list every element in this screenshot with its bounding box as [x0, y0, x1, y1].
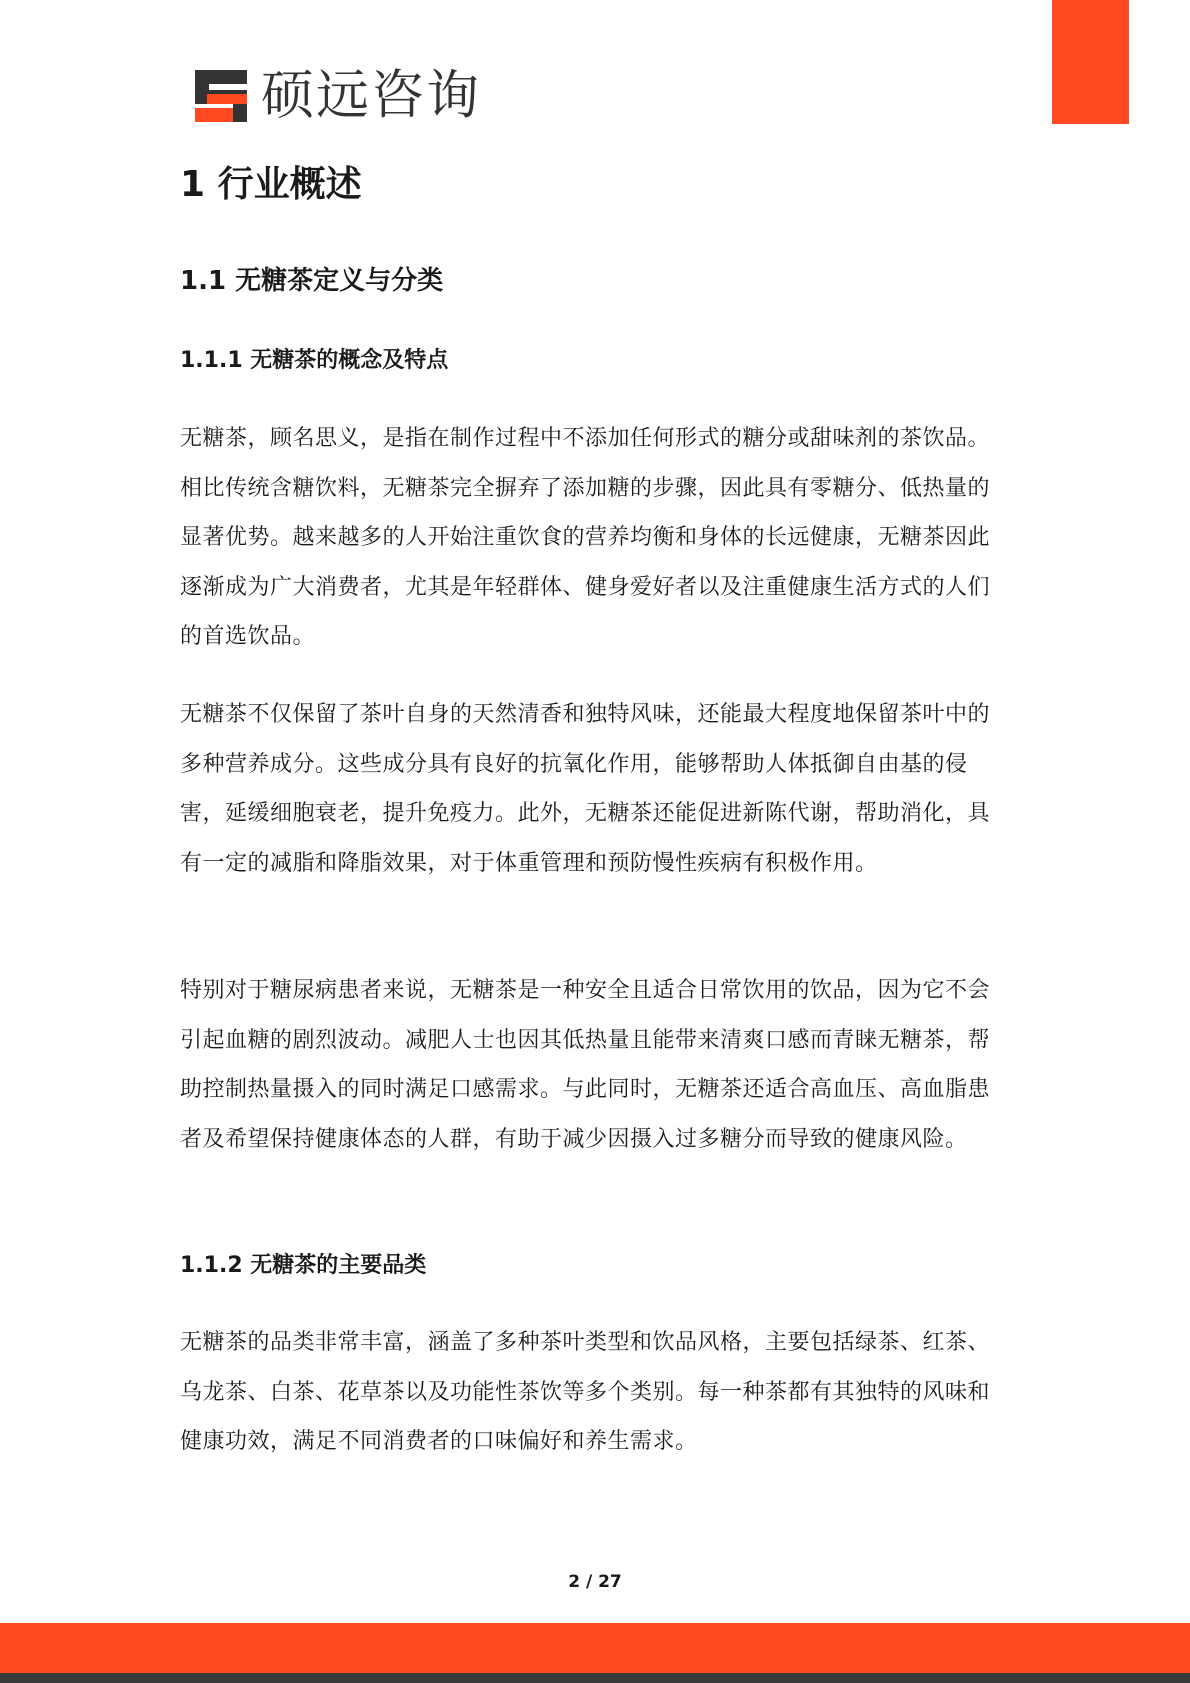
section-heading: 1.1 无糖茶定义与分类: [180, 266, 444, 296]
logo-mark-icon: [193, 68, 249, 124]
subsection-heading: 1.1.2 无糖茶的主要品类: [180, 1253, 427, 1278]
brand-name: 硕远咨询: [261, 65, 481, 126]
paragraph: 无糖茶，顾名思义，是指在制作过程中不添加任何形式的糖分或甜味剂的茶饮品。相比传统含糖饮料，无糖茶完全摒弃了添加糖的步骤，因此具有零糖分、低热量的显著优势。越来越多的人开始注重饮食的营养均衡和身体的长远健康，无糖茶因此逐渐成为广大消费者，尤其是年轻群体、健身爱好者以及注重健康生活方式的人们的首选饮品。: [180, 426, 991, 649]
paragraph: 特别对于糖尿病患者来说，无糖茶是一种安全且适合日常饮用的饮品，因为它不会引起血糖的剧烈波动。减肥人士也因其低热量且能带来清爽口感而青睐无糖茶，帮助控制热量摄入的同时满足口感需求。与此同时，无糖茶还适合高血压、高血脂患者及希望保持健康体态的人群，有助于减少因摄入过多糖分而导致的健康风险。: [180, 978, 991, 1152]
brand-logo: [193, 66, 481, 126]
paragraph: 无糖茶的品类非常丰富，涵盖了多种茶叶类型和饮品风格，主要包括绿茶、红茶、乌龙茶、白茶、花草茶以及功能性茶饮等多个类别。每一种茶都有其独特的风味和健康功效，满足不同消费者的口味偏好和养生需求。: [180, 1330, 991, 1454]
footer-dark-strip: [0, 1673, 1190, 1683]
corner-accent-bar: [1052, 0, 1129, 124]
paragraph: 无糖茶不仅保留了茶叶自身的天然清香和独特风味，还能最大程度地保留茶叶中的多种营养成分。这些成分具有良好的抗氧化作用，能够帮助人体抵御自由基的侵害，延缓细胞衰老，提升免疫力。此外，无糖茶还能促进新陈代谢，帮助消化，具有一定的减脂和降脂效果，对于体重管理和预防慢性疾病有积极作用。: [180, 702, 991, 876]
page-number: 2 / 27: [568, 1572, 622, 1592]
chapter-heading: 1 行业概述: [180, 164, 362, 205]
subsection-heading: 1.1.1 无糖茶的概念及特点: [180, 348, 449, 373]
footer-accent-bar: [0, 1623, 1190, 1673]
